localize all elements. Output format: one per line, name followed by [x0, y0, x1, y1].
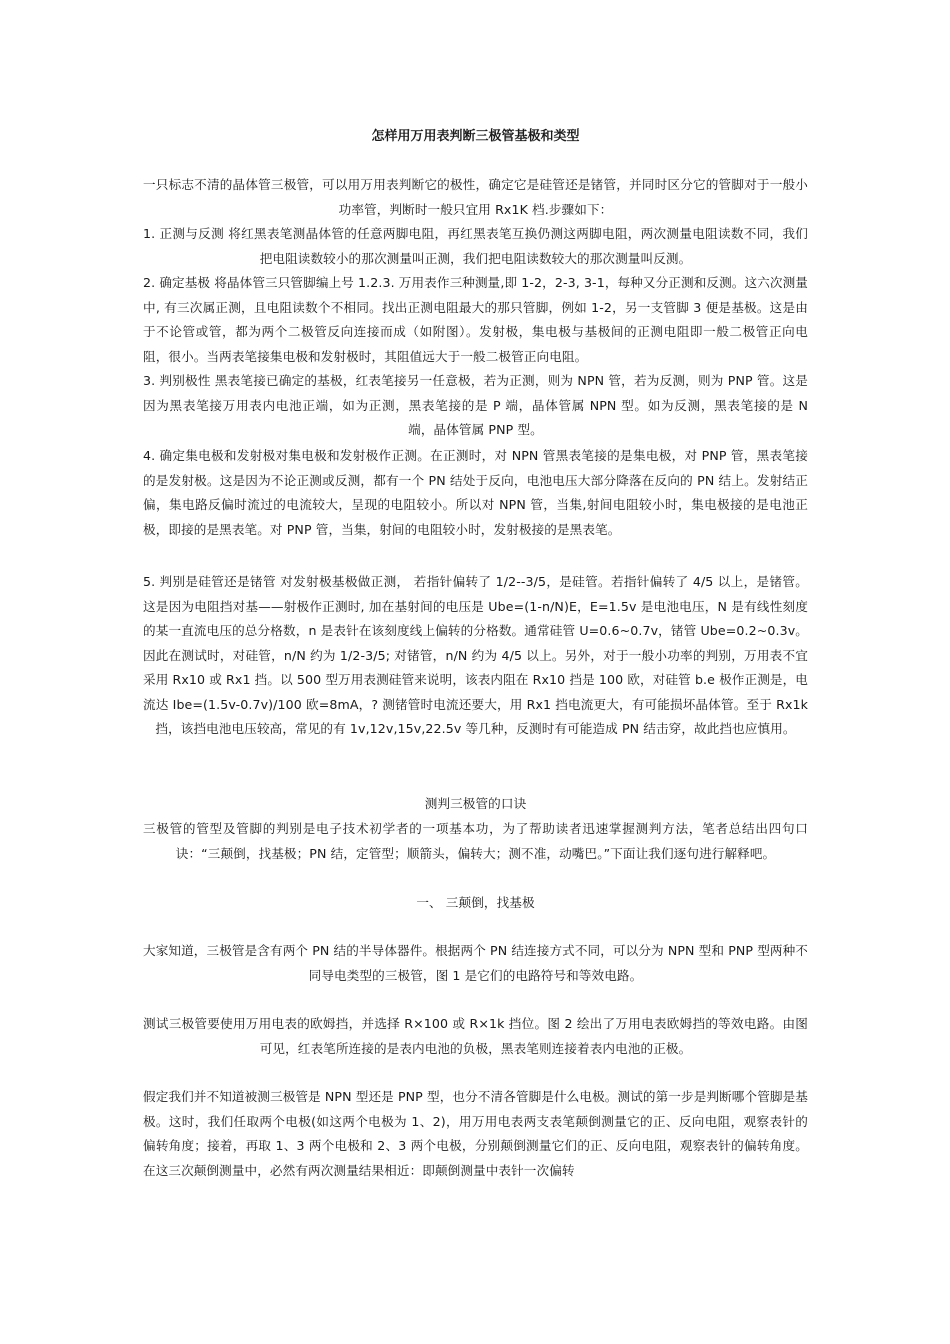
step-1-paragraph: 1. 正测与反测 将红黑表笔测晶体管的任意两脚电阻，再红黑表笔互换仍测这两脚电阻，两次测量电阻读数不同，我们把电阻读数较小的那次测量叫正测，我们把电阻读数较大的那次测量叫反测。	[143, 226, 808, 266]
step-4-paragraph: 4. 确定集电极和发射极对集电极和发射极作正测。在正测时，对 NPN 管黑表笔接的是集电极，对 PNP 管，黑表笔接的是发射极。这是因为不论正测或反测，都有一个 PN 结处于反向，电池电压大部分降落在反向的 PN 结上。发射结正偏，集电路反偏时流过的电流较大，呈现的电阻较小。所以对 NPN 管，当集,射间电阻较小时，集电极接的是电池正极，即接的是黑表笔。对 PNP 管，当集，射间的电阻较小时，发射极接的是黑表笔。	[143, 448, 808, 537]
step-2-paragraph: 2. 确定基极 将晶体管三只管脚编上号 1.2.3. 万用表作三种测量,即 1-2，2-3, 3-1，每种又分正测和反测。这六次测量中, 有三次属正测，且电阻读数个不相同。找出正测电阻最大的那只管脚，例如 1-2，另一支管脚 3 便是基极。这是由于不论管或管，都为两个二极管反向连接而成（如附图）。发射极，集电极与基极间的正测电阻即一般二极管正向电阻，很小。当两表笔接集电极和发射极时，其阻值远大于一般二极管正向电阻。	[143, 275, 808, 364]
step-3-paragraph: 3. 判别极性 黑表笔接已确定的基极，红表笔接另一任意极，若为正测，则为 NPN 管，若为反测，则为 PNP 管。这是因为黑表笔接万用表内电池正端，如为正测，黑表笔接的是 P 端，晶体管属 NPN 型。如为反测，黑表笔接的是 N 端，晶体管属 PNP 型。	[143, 373, 808, 437]
step-5-paragraph: 5. 判别是硅管还是锗管 对发射极基极做正测， 若指针偏转了 1/2--3/5，是硅管。若指针偏转了 4/5 以上，是锗管。这是因为电阻挡对基——射极作正测时, 加在基射间的电压是 Ube=(1-n/N)E，E=1.5v 是电池电压，N 是有线性刻度的某一直流电压的总分格数，n 是表针在该刻度线上偏转的分格数。通常硅管 U=0.6~0.7v，锗管 Ube=0.2~0.3v。因此在测试时，对硅管，n/N 约为 1/2-3/5; 对锗管，n/N 约为 4/5 以上。另外，对于一般小功率的判别，万用表不宜采用 Rx10 或 Rx1 挡。以 500 型万用表测硅管来说明，该表内阻在 Rx10 挡是 100 欧，对硅管 b.e 极作正测是，电流达 Ibe=(1.5v-0.7v)/100 欧=8mA，? 测锗管时电流还要大，用 Rx1 挡电流更大，有可能损坏晶体管。至于 Rx1k 挡，该挡电池电压较高，常见的有 1v,12v,15v,22.5v 等几种，反测时有可能造成 PN 结击穿，故此挡也应慎用。	[143, 574, 808, 736]
intro-paragraph: 一只标志不清的晶体管三极管，可以用万用表判断它的极性，确定它是硅管还是锗管，并同时区分它的管脚对于一般小功率管，判断时一般只宜用 Rx1K 档.步骤如下：	[143, 177, 808, 217]
subheading: 一、 三颠倒，找基极	[416, 895, 535, 910]
paragraph-find-base: 假定我们并不知道被测三极管是 NPN 型还是 PNP 型，也分不清各管脚是什么电极。测试的第一步是判断哪个管脚是基极。这时，我们任取两个电极(如这两个电极为 1、2)，用万用电表两支表笔颠倒测量它的正、反向电阻，观察表针的偏转角度；接着，再取 1、3 两个电极和 2、3 两个电极，分别颠倒测量它们的正、反向电阻，观察表针的偏转角度。在这三次颠倒测量中，必然有两次测量结果相近：即颠倒测量中表针一次偏转	[143, 1089, 808, 1178]
document-title: 怎样用万用表判断三极管基极和类型	[371, 129, 580, 144]
section-title: 测判三极管的口诀	[424, 796, 527, 811]
section-intro-paragraph: 三极管的管型及管脚的判别是电子技术初学者的一项基本功，为了帮助读者迅速掌握测判方法，笔者总结出四句口诀：“三颠倒，找基极；PN 结，定管型；顺箭头，偏转大；测不准，动嘴巴。”下面让我们逐句进行解释吧。	[143, 821, 808, 861]
paragraph-ohm-range: 测试三极管要使用万用电表的欧姆挡，并选择 R×100 或 R×1k 挡位。图 2 绘出了万用电表欧姆挡的等效电路。由图可见，红表笔所连接的是表内电池的负极，黑表笔则连接着表内电池的正极。	[143, 1016, 808, 1056]
paragraph-pn-junction: 大家知道，三极管是含有两个 PN 结的半导体器件。根据两个 PN 结连接方式不同，可以分为 NPN 型和 PNP 型两种不同导电类型的三极管，图 1 是它们的电路符号和等效电路。	[143, 943, 808, 983]
